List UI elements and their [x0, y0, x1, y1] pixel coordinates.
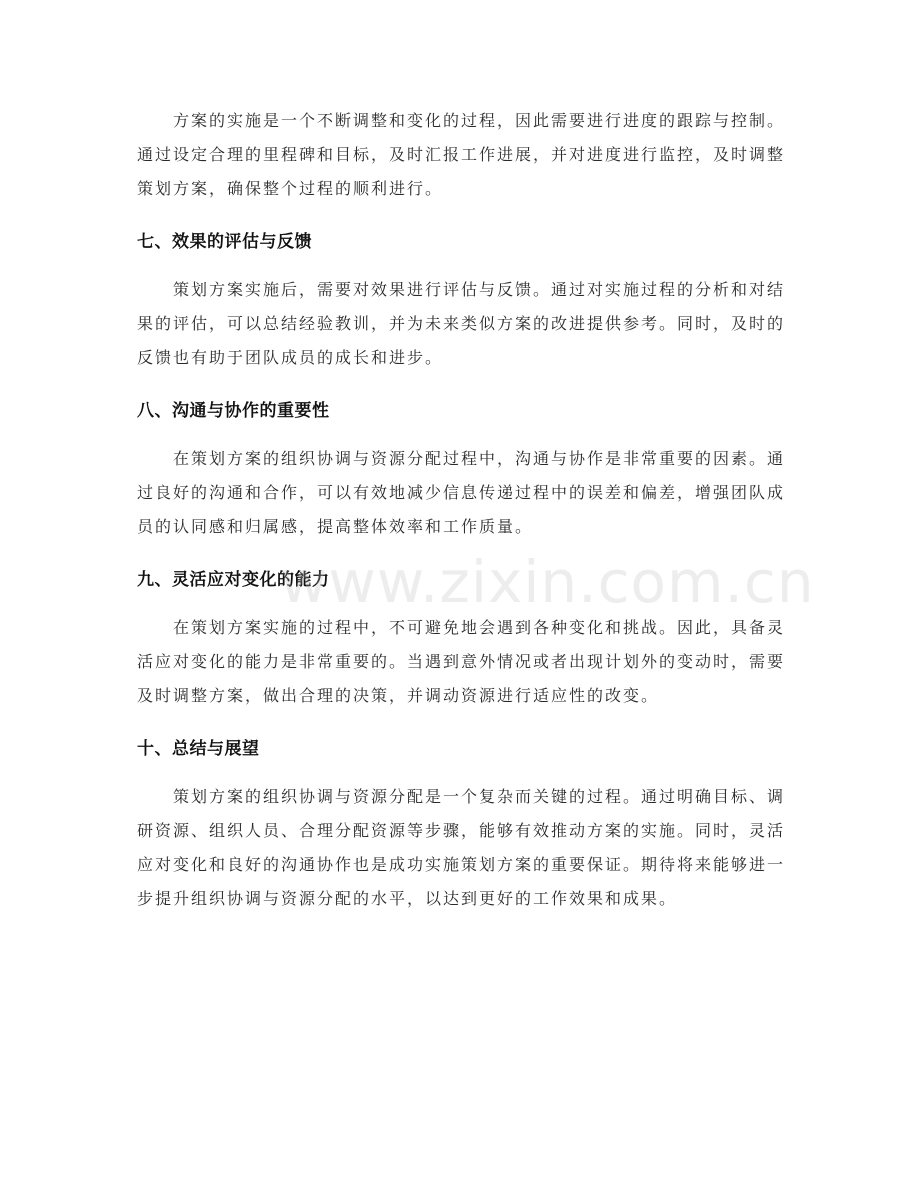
section-paragraph-9: 在策划方案实施的过程中，不可避免地会遇到各种变化和挑战。因此，具备灵活应对变化的能力是非常重要的。当遇到意外情况或者出现计划外的变动时，需要及时调整方案，做出合理的决策，并调动资源进行适应性的改变。 — [137, 618, 786, 705]
section-paragraph-10: 策划方案的组织协调与资源分配是一个复杂而关键的过程。通过明确目标、调研资源、组织人员、合理分配资源等步骤，能够有效推动方案的实施。同时，灵活应对变化和良好的沟通协作也是成功实施策划方案的重要保证。期待将来能够进一步提升组织协调与资源分配的水平，以达到更好的工作效果和成果。 — [137, 787, 786, 908]
section-heading-7: 七、效果的评估与反馈 — [137, 232, 312, 252]
section-paragraph-7: 策划方案实施后，需要对效果进行评估与反馈。通过对实施过程的分析和对结果的评估，可以总结经验教训，并为未来类似方案的改进提供参考。同时，及时的反馈也有助于团队成员的成长和进步。 — [137, 280, 786, 367]
watermark: www.zixin.com.cn — [280, 548, 815, 616]
section-heading-8: 八、沟通与协作的重要性 — [137, 401, 330, 421]
document-body — [137, 104, 785, 916]
section-paragraph-8: 在策划方案的组织协调与资源分配过程中，沟通与协作是非常重要的因素。通过良好的沟通和合作，可以有效地减少信息传递过程中的误差和偏差，增强团队成员的认同感和归属感，提高整体效率和工作质量。 — [137, 449, 786, 536]
intro-paragraph: 方案的实施是一个不断调整和变化的过程，因此需要进行进度的跟踪与控制。通过设定合理的里程碑和目标，及时汇报工作进展，并对进度进行监控，及时调整策划方案，确保整个过程的顺利进行。 — [137, 111, 786, 198]
section-heading-10: 十、总结与展望 — [137, 739, 260, 759]
section-heading-9: 九、灵活应对变化的能力 — [137, 570, 330, 590]
